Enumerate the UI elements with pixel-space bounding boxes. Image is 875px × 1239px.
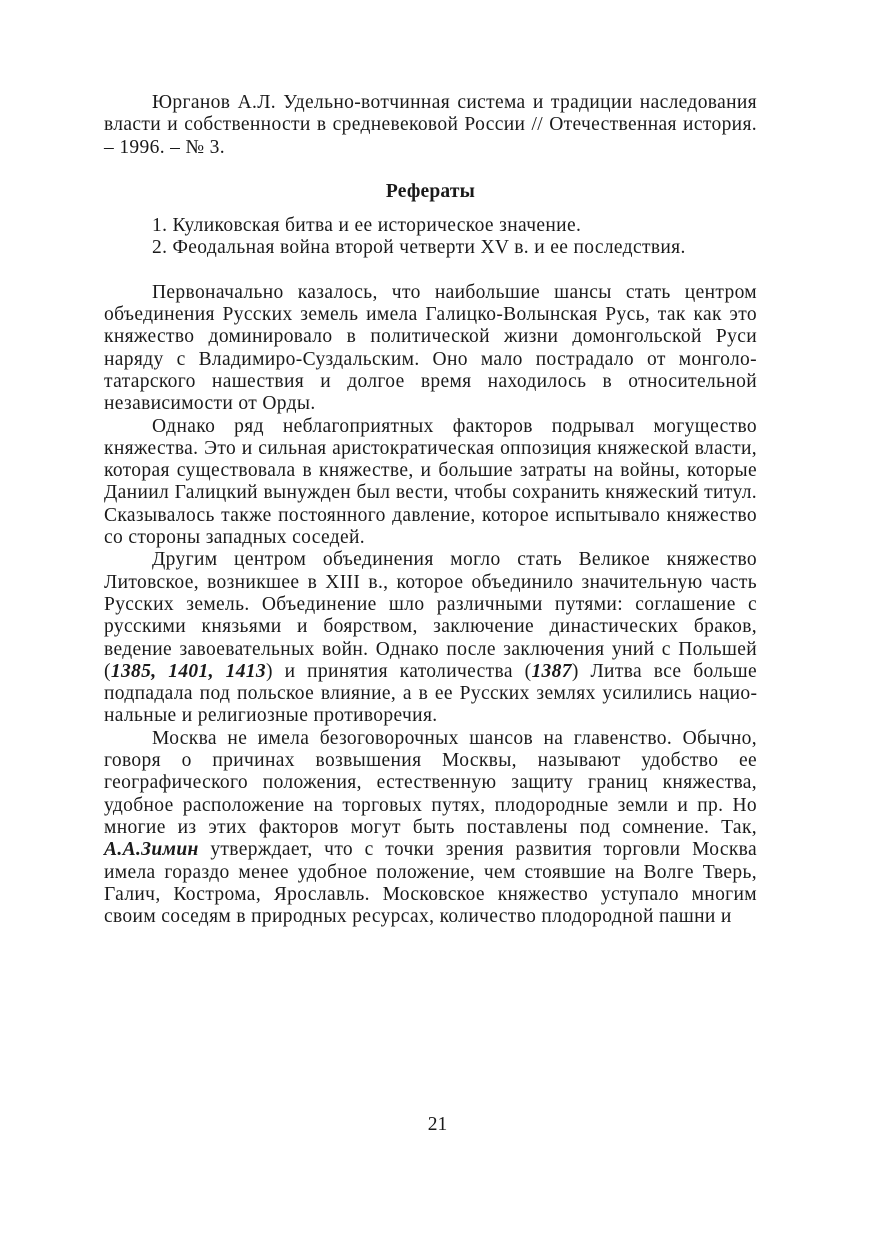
text-run: Другим центром объединения могло стать Великое княжество Литовское, возникшее в XIII в., которое объединило значительную часть Русских земель. Объединение шло различными путями: соглашение с русскими князьями и боярством, заключение династических браков, ведение завоевательных войн. Однако после заключения уний с Польшей ( <box>104 549 757 682</box>
author-name: А.А.Зимин <box>104 839 199 861</box>
referat-topic-1: 1. Куликовская битва и ее историческое значение. <box>152 215 582 237</box>
page-number: 21 <box>427 1114 448 1135</box>
body-paragraph-moscow <box>104 728 757 929</box>
body-paragraph-lithuania <box>104 549 757 727</box>
spacer <box>104 159 757 181</box>
body-paragraph-unfavorable-factors: Однако ряд неблагоприятных факторов подрывал могущество княжества. Это и сильная аристократическая оппозиция княжеской власти, которая существовала в княжестве, и большие затраты на войны, которые Даниил Галицкий вынужден был вести, чтобы сохранить княжеский титул. Сказывалось также постоянного давление, которое испытывало княжество со стороны западных соседей. <box>104 415 757 549</box>
catholicism-year: 1387 <box>531 660 572 682</box>
bibliography-entry: Юрганов А.Л. Удельно-вотчинная система и традиции наследования власти и собственности в средневековой России // Отечественная история. – 1996. – № 3. <box>104 92 757 158</box>
union-dates: 1385, 1401, 1413 <box>110 660 267 682</box>
spacer <box>104 260 757 282</box>
body-paragraph-galicia: Первоначально казалось, что наибольшие шансы стать центром объединения Русских земель имела Галицко-Волынская Русь, так как это княжество доминировало в политической жизни домонгольской Руси наряду с Владимиро-Суздальским. Оно мало пострадало от монголо-татарского нашествия и долгое время находилось в относительной независимости от Орды. <box>104 281 757 415</box>
text-run: утверждает, что с точки зрения развития торговли Москва имела гораздо менее удобное положение, чем стоявшие на Волге Тверь, Галич, Кострома, Ярославль. Московское княжество уступало многим своим соседям в природных ресурсах, количество плодородной пашни и <box>104 839 757 928</box>
text-run: ) и принятия католичества ( <box>266 660 532 682</box>
spacer <box>104 203 757 215</box>
text-run: Москва не имела безоговорочных шансов на главенство. Обычно, говоря о причинах возвышения Москвы, называют удобство ее географического положения, естественную защиту границ княжества, удобное расположение на торговых путях, плодородные земли и пр. Но многие из этих факторов могут быть поставлены под сомнение. Так, <box>104 727 757 838</box>
text-run: ) Литва все больше подпадала под польское влияние, а в ее Русских землях усилились национальные и религиозные противоречия. <box>104 660 758 727</box>
section-heading-referaty: Рефераты <box>385 180 476 202</box>
referat-topic-2: 2. Феодальная война второй четверти XV в. и ее последствия. <box>152 237 686 259</box>
page-content <box>104 92 757 928</box>
